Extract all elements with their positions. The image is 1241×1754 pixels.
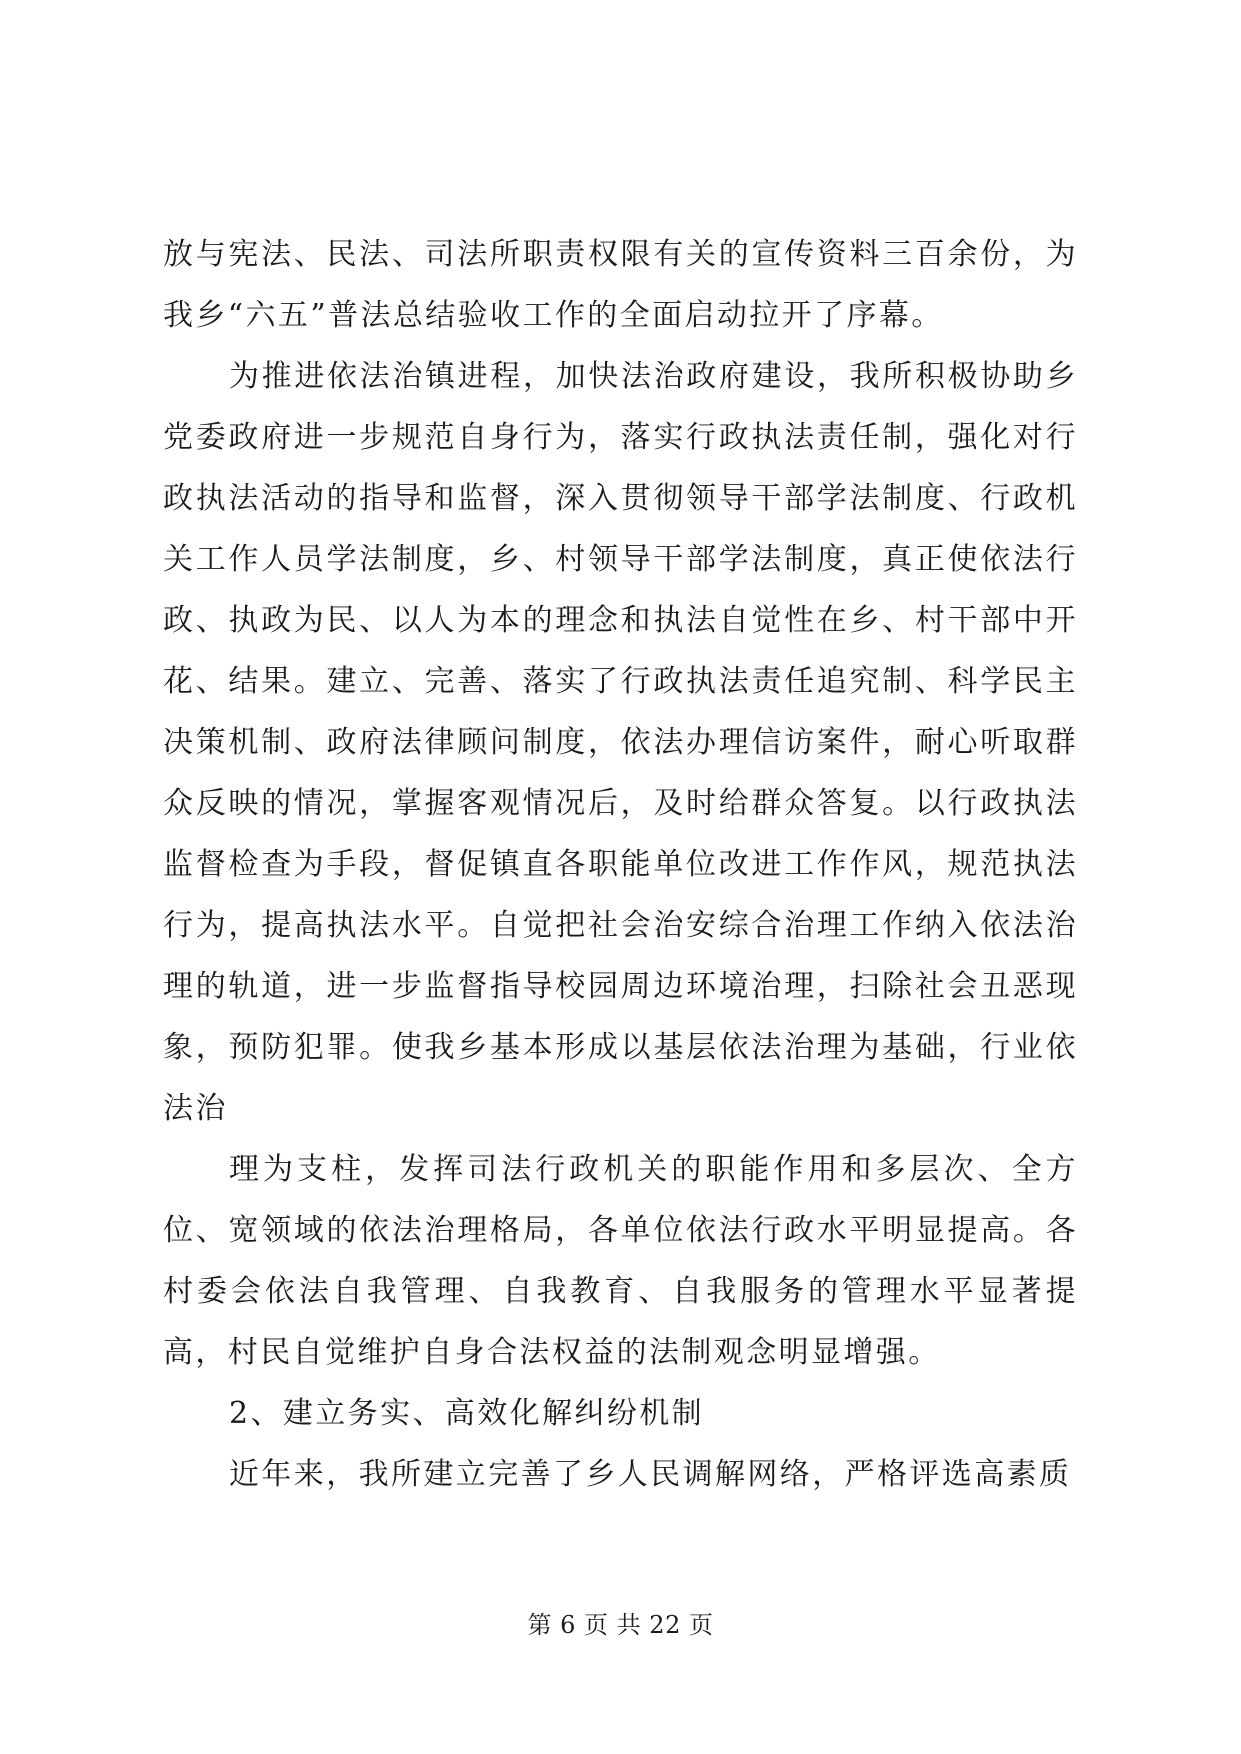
- paragraph-1: 放与宪法、民法、司法所职责权限有关的宣传资料三百余份，为我乡“六五”普法总结验收工作的全面启动拉开了序幕。: [163, 237, 1078, 333]
- page-number-footer: 第 6 页 共 22 页: [527, 1611, 714, 1639]
- section-heading: 2、建立务实、高效化解纠纷机制: [229, 1396, 705, 1431]
- paragraph-4: 近年来，我所建立完善了乡人民调解网络，严格评选高素质: [229, 1457, 1072, 1492]
- document-body: [163, 224, 1078, 1505]
- paragraph-3: 理为支柱，发挥司法行政机关的职能作用和多层次、全方位、宽领域的依法治理格局，各单位依法行政水平明显提高。各村委会依法自我管理、自我教育、自我服务的管理水平显著提高，村民自觉维护自身合法权益的法制观念明显增强。: [163, 1152, 1078, 1370]
- paragraph-2: 为推进依法治镇进程，加快法治政府建设，我所积极协助乡党委政府进一步规范自身行为，落实行政执法责任制，强化对行政执法活动的指导和监督，深入贯彻领导干部学法制度、行政机关工作人员学法制度，乡、村领导干部学法制度，真正使依法行政、执政为民、以人为本的理念和执法自觉性在乡、村干部中开花、结果。建立、完善、落实了行政执法责任追究制、科学民主决策机制、政府法律顾问制度，依法办理信访案件，耐心听取群众反映的情况，掌握客观情况后，及时给群众答复。以行政执法监督检查为手段，督促镇直各职能单位改进工作作风，规范执法行为，提高执法水平。自觉把社会治安综合治理工作纳入依法治理的轨道，进一步监督指导校园周边环境治理，扫除社会丑恶现象，预防犯罪。使我乡基本形成以基层依法治理为基础，行业依法治: [163, 359, 1078, 1126]
